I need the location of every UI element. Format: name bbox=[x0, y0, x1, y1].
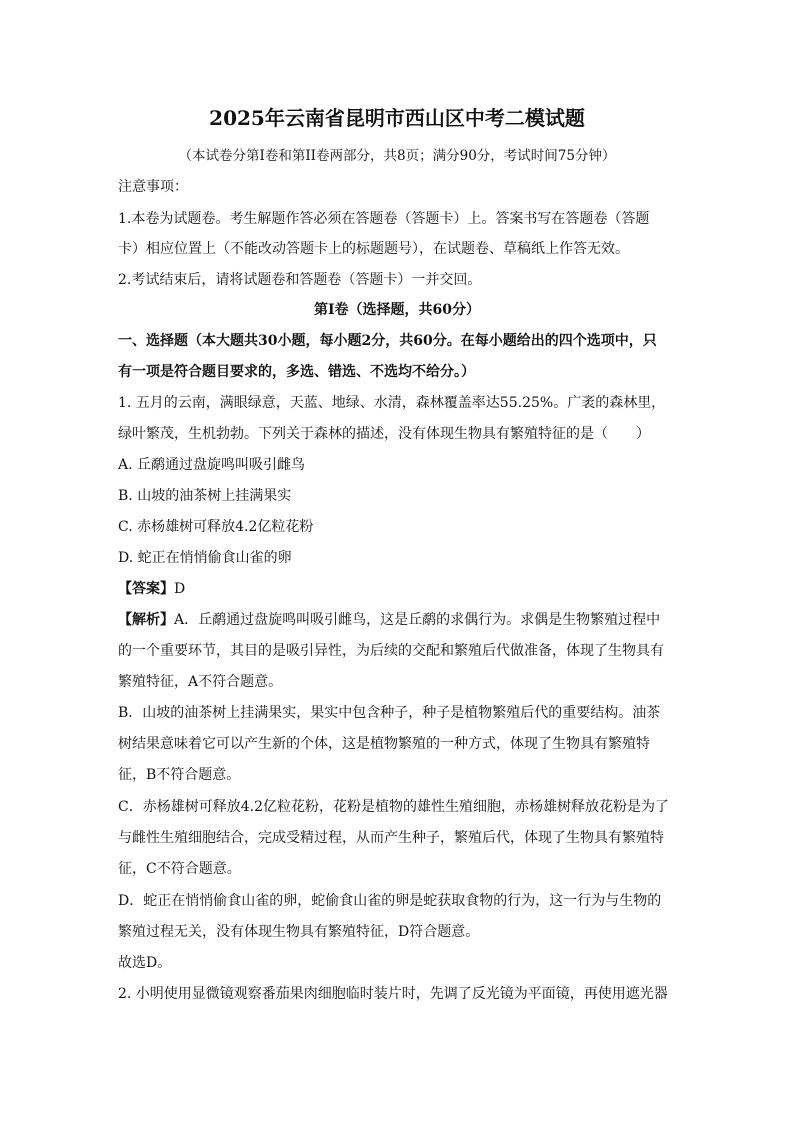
analysis-label: 【解析】 bbox=[118, 612, 174, 628]
analysis-a-line-1 bbox=[118, 610, 678, 630]
question-2-line-1: 2. 小明使用显微镜观察番茄果肉细胞临时装片时，先调了反光镜为平面镜，再使用遮光器 bbox=[118, 986, 668, 1002]
note-1-line-1: 1.本卷为试题卷。考生解题作答必须在答题卷（答题卡）上。答案书写在答题卷（答题 bbox=[118, 211, 650, 227]
analysis-d-line-2: 繁殖过程无关，没有体现生物具有繁殖特征，D符合题意。 bbox=[118, 924, 480, 940]
page-subtitle: （本试卷分第I卷和第II卷两部分，共8页；满分90分，考试时间75分钟） bbox=[178, 148, 616, 164]
analysis-a-line-2: 的一个重要环节，其目的是吸引异性，为后续的交配和繁殖后代做准备，体现了生物具有 bbox=[118, 643, 664, 659]
question-1-line-2: 绿叶繁茂，生机勃勃。下列关于森林的描述，没有体现生物具有繁殖特征的是（ ） bbox=[118, 426, 650, 442]
analysis-a-text-1: A．丘鹬通过盘旋鸣叫吸引雌鸟，这是丘鹬的求偶行为。求偶是生物繁殖过程中 bbox=[174, 612, 661, 628]
question-1-line-1: 1. 五月的云南，满眼绿意，天蓝、地绿、水清，森林覆盖率达55.25%。广袤的森林里， bbox=[118, 395, 666, 411]
analysis-b-line-2: 树结果意味着它可以产生新的个体，这是植物繁殖的一种方式，体现了生物具有繁殖特 bbox=[118, 736, 650, 752]
part1-heading: 第I卷（选择题，共60分） bbox=[313, 302, 481, 318]
answer-label: 【答案】 bbox=[118, 581, 174, 597]
analysis-c-line-2: 与雌性生殖细胞结合，完成受精过程，从而产生种子，繁殖后代，体现了生物具有繁殖特 bbox=[118, 830, 664, 846]
analysis-c-line-1: C．赤杨雄树可释放4.2亿粒花粉，花粉是植物的雄性生殖细胞，赤杨雄树释放花粉是为了 bbox=[118, 799, 669, 815]
analysis-d-line-1: D．蛇正在悄悄偷食山雀的卵，蛇偷食山雀的卵是蛇获取食物的行为，这一行为与生物的 bbox=[118, 893, 662, 909]
question-1-option-d: D. 蛇正在悄悄偷食山雀的卵 bbox=[118, 550, 292, 566]
answer-value: D bbox=[174, 581, 186, 597]
question-1-option-a: A. 丘鹬通过盘旋鸣叫吸引雌鸟 bbox=[118, 457, 306, 473]
analysis-a-line-3: 繁殖特征，A不符合题意。 bbox=[118, 674, 283, 690]
section1-line-1: 一、选择题（本大题共30小题，每小题2分，共60分。在每小题给出的四个选项中，只 bbox=[118, 333, 657, 349]
section1-line-2: 有一项是符合题目要求的，多选、错选、不选均不给分。） bbox=[118, 364, 475, 380]
analysis-b-line-3: 征，B不符合题意。 bbox=[118, 767, 241, 783]
answer-line bbox=[118, 579, 678, 599]
analysis-c-line-3: 征，C不符合题意。 bbox=[118, 861, 241, 877]
analysis-b-line-1: B．山坡的油茶树上挂满果实，果实中包含种子，种子是植物繁殖后代的重要结构。油茶 bbox=[118, 705, 661, 721]
notes-heading: 注意事项： bbox=[118, 179, 188, 195]
conclusion: 故选D。 bbox=[118, 955, 172, 971]
question-1-option-c: C. 赤杨雄树可释放4.2亿粒花粉 bbox=[118, 519, 314, 535]
question-1-option-b: B. 山坡的油茶树上挂满果实 bbox=[118, 488, 292, 504]
note-1-line-2: 卡）相应位置上（不能改动答题卡上的标题题号），在试题卷、草稿纸上作答无效。 bbox=[118, 241, 629, 257]
page-title: 2025年云南省昆明市西山区中考二模试题 bbox=[209, 106, 585, 130]
note-2: 2.考试结束后，请将试题卷和答题卷（答题卡）一并交回。 bbox=[118, 272, 482, 288]
